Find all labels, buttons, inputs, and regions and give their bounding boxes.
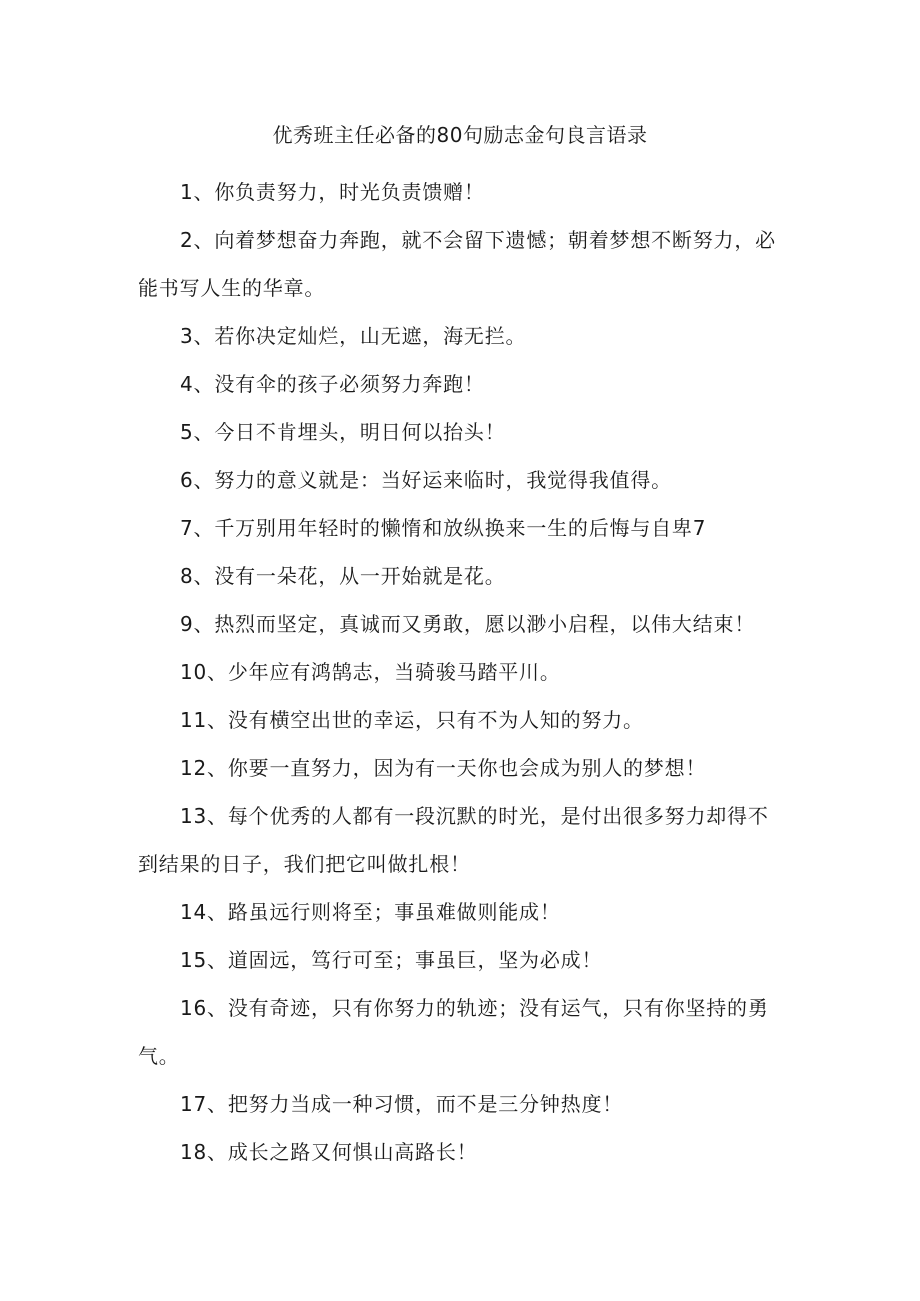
quote-item-12: 12、你要一直努力，因为有一天你也会成为别人的梦想！ [180, 756, 707, 780]
quote-item-6: 6、努力的意义就是：当好运来临时，我觉得我值得。 [180, 468, 672, 492]
quote-item-4: 4、没有伞的孩子必须努力奔跑！ [180, 372, 485, 396]
quote-item-2: 2、向着梦想奋力奔跑，就不会留下遗憾；朝着梦想不断努力，必能书写人生的华章。 [138, 228, 776, 300]
quote-item-16: 16、没有奇迹，只有你努力的轨迹；没有运气，只有你坚持的勇气。 [138, 996, 769, 1068]
quote-item-8: 8、没有一朵花，从一开始就是花。 [180, 564, 506, 588]
quote-list [138, 168, 778, 1176]
quote-item-10: 10、少年应有鸿鹄志，当骑骏马踏平川。 [180, 660, 561, 684]
quote-item-1: 1、你负责努力，时光负责馈赠！ [180, 180, 485, 204]
quote-item-3: 3、若你决定灿烂，山无遮，海无拦。 [180, 324, 527, 348]
quote-item-9: 9、热烈而坚定，真诚而又勇敢，愿以渺小启程，以伟大结束！ [180, 612, 756, 636]
quote-item-5: 5、今日不肯埋头，明日何以抬头！ [180, 420, 506, 444]
document-title: 优秀班主任必备的80句励志金句良言语录 [272, 123, 648, 147]
quote-item-13: 13、每个优秀的人都有一段沉默的时光，是付出很多努力却得不到结果的日子，我们把它叫做扎根！ [138, 804, 769, 876]
quote-item-15: 15、道固远，笃行可至；事虽巨，坚为必成！ [180, 948, 603, 972]
quote-item-11: 11、没有横空出世的幸运，只有不为人知的努力。 [180, 708, 644, 732]
quote-item-7: 7、千万别用年轻时的懒惰和放纵换来一生的后悔与自卑7 [180, 516, 707, 540]
quote-item-17: 17、把努力当成一种习惯，而不是三分钟热度！ [180, 1092, 624, 1116]
quote-item-18: 18、成长之路又何惧山高路长！ [180, 1140, 478, 1164]
quote-item-14: 14、路虽远行则将至；事虽难做则能成！ [180, 900, 561, 924]
